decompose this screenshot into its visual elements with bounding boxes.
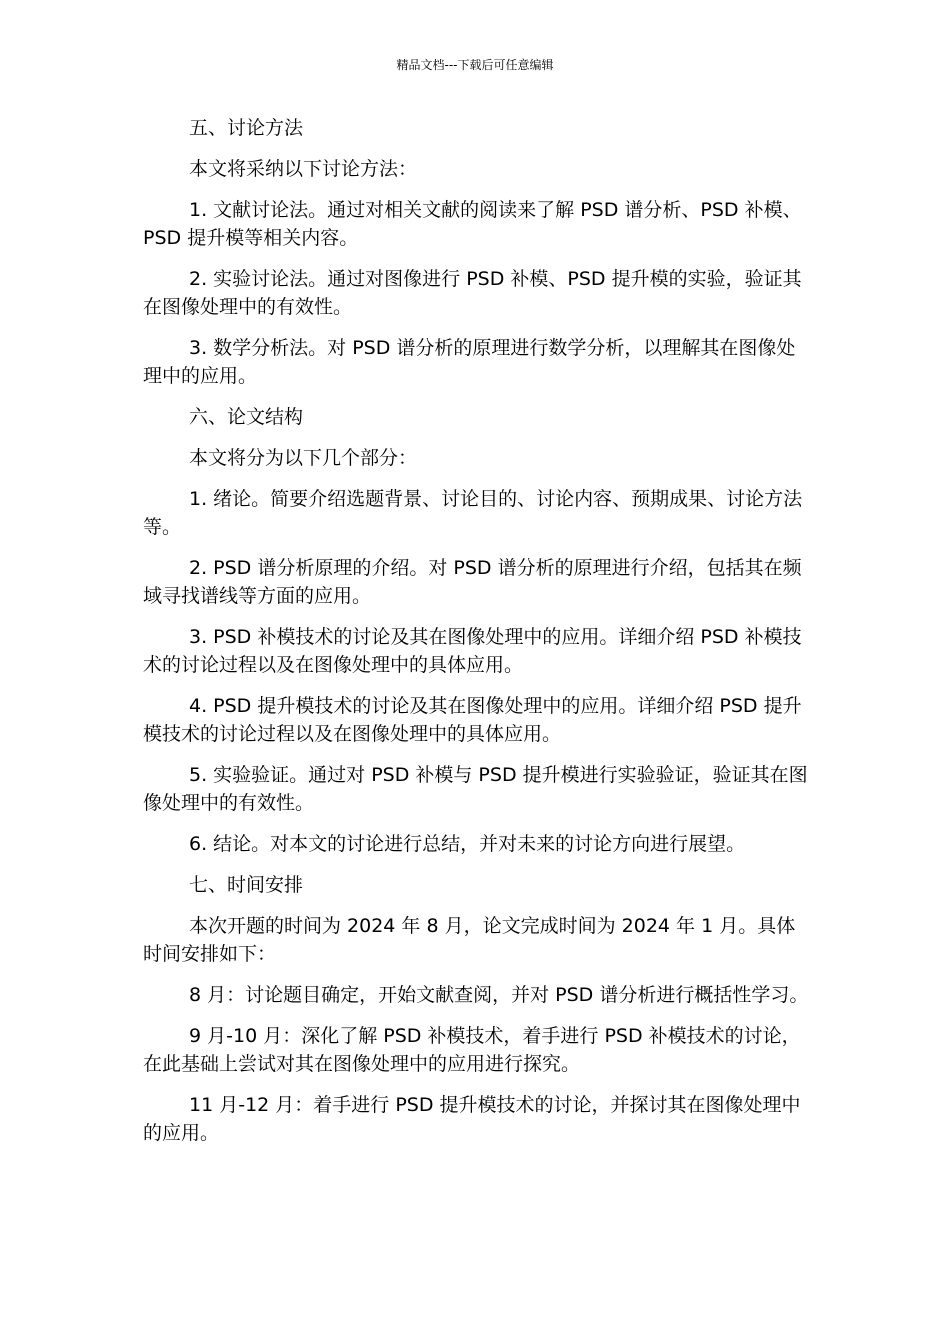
paragraph-methods-intro: 本文将采纳以下讨论方法： bbox=[189, 158, 418, 180]
schedule-item-nov-dec: 11 月-12 月：着手进行 PSD 提升模技术的讨论，并探讨其在图像处理中的应用。 bbox=[143, 1094, 801, 1144]
list-item-structure-5: 5. 实验验证。通过对 PSD 补模与 PSD 提升模进行实验验证，验证其在图像处理中的有效性。 bbox=[143, 764, 808, 814]
section-heading-schedule: 七、时间安排 bbox=[189, 874, 304, 896]
paragraph-structure-intro: 本文将分为以下几个部分： bbox=[189, 447, 418, 469]
list-item-structure-2: 2. PSD 谱分析原理的介绍。对 PSD 谱分析的原理进行介绍，包括其在频域寻找谱线等方面的应用。 bbox=[143, 557, 802, 607]
list-item-structure-3: 3. PSD 补模技术的讨论及其在图像处理中的应用。详细介绍 PSD 补模技术的讨论过程以及在图像处理中的具体应用。 bbox=[143, 626, 802, 676]
document-body bbox=[143, 114, 810, 1160]
page-header: 精品文档---下载后可任意编辑 bbox=[396, 58, 554, 72]
section-heading-methods: 五、讨论方法 bbox=[189, 117, 304, 139]
list-item-method-3: 3. 数学分析法。对 PSD 谱分析的原理进行数学分析，以理解其在图像处理中的应用。 bbox=[143, 337, 796, 387]
list-item-method-1: 1. 文献讨论法。通过对相关文献的阅读来了解 PSD 谱分析、PSD 补模、PSD 提升模等相关内容。 bbox=[143, 199, 802, 249]
list-item-method-2: 2. 实验讨论法。通过对图像进行 PSD 补模、PSD 提升模的实验，验证其在图像处理中的有效性。 bbox=[143, 268, 802, 318]
schedule-item-sep-oct: 9 月-10 月：深化了解 PSD 补模技术，着手进行 PSD 补模技术的讨论，在此基础上尝试对其在图像处理中的应用进行探究。 bbox=[143, 1025, 801, 1075]
schedule-item-august: 8 月：讨论题目确定，开始文献查阅，并对 PSD 谱分析进行概括性学习。 bbox=[189, 984, 809, 1006]
list-item-structure-4: 4. PSD 提升模技术的讨论及其在图像处理中的应用。详细介绍 PSD 提升模技术的讨论过程以及在图像处理中的具体应用。 bbox=[143, 695, 802, 745]
list-item-structure-6: 6. 结论。对本文的讨论进行总结，并对未来的讨论方向进行展望。 bbox=[189, 833, 746, 855]
paragraph-schedule-intro: 本次开题的时间为 2024 年 8 月，论文完成时间为 2024 年 1 月。具体时间安排如下： bbox=[143, 915, 796, 965]
list-item-structure-1: 1. 绪论。简要介绍选题背景、讨论目的、讨论内容、预期成果、讨论方法等。 bbox=[143, 488, 803, 538]
section-heading-structure: 六、论文结构 bbox=[189, 406, 304, 428]
